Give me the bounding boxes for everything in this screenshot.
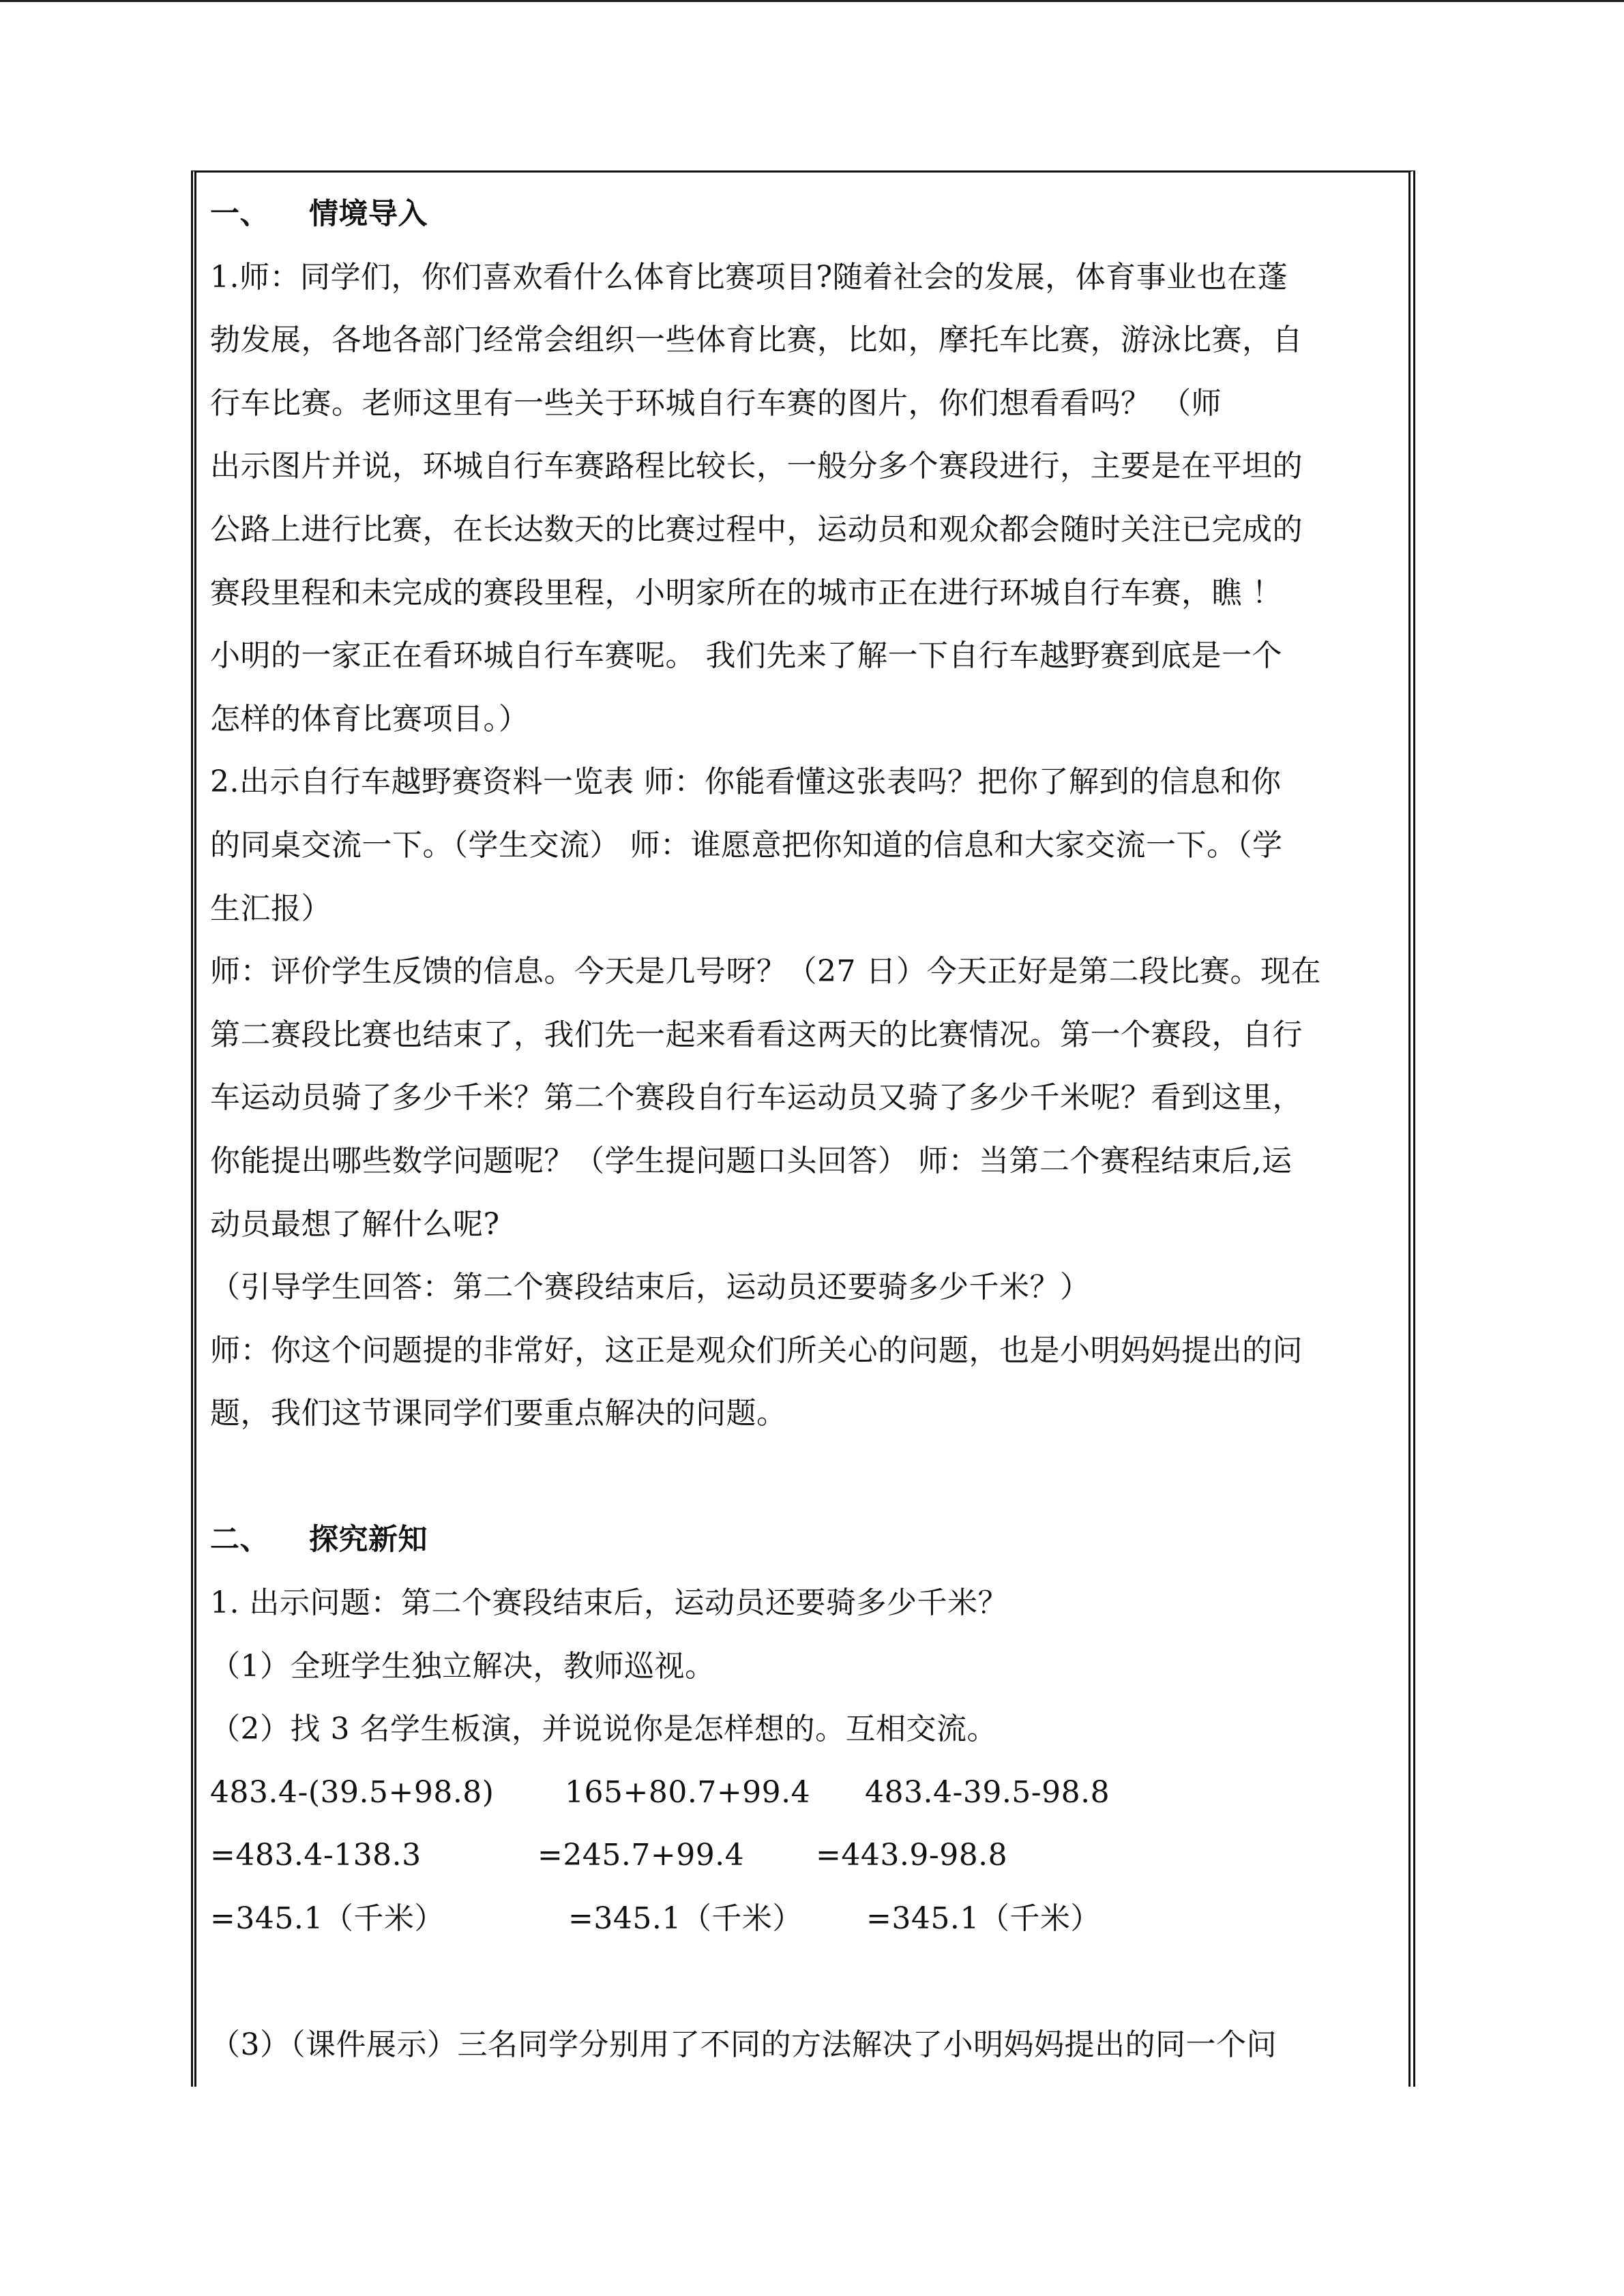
lesson-content xyxy=(210,183,1383,2077)
paragraph-line: 1. 出示问题：第二个赛段结束后，运动员还要骑多少千米？ xyxy=(210,1585,1008,1621)
calculation-row-1 xyxy=(210,1761,1383,1825)
paragraph-line: 车运动员骑了多少千米？第二个赛段自行车运动员又骑了多少千米呢？看到这里， xyxy=(210,1080,1303,1116)
calculation-cell: =245.7+99.4 xyxy=(537,1838,745,1873)
section-heading-2 xyxy=(210,1508,1383,1572)
calculation-cell: =443.9-98.8 xyxy=(816,1838,1008,1873)
paragraph-line: （引导学生回答：第二个赛段结束后，运动员还要骑多少千米？） xyxy=(210,1270,1091,1305)
calculation-cell: =345.1（千米） xyxy=(568,1901,803,1937)
calculation-row-3 xyxy=(210,1888,1383,1951)
paragraph-line: （2）找 3 名学生板演，并说说你是怎样想的。互相交流。 xyxy=(210,1712,997,1747)
calculation-cell: 483.4-(39.5+98.8) xyxy=(210,1774,494,1810)
paragraph-line: 怎样的体育比赛项目。） xyxy=(210,701,529,736)
paragraph-line: 出示图片并说，环城自行车赛路程比较长，一般分多个赛段进行，主要是在平坦的 xyxy=(210,449,1303,484)
calculation-row-2 xyxy=(210,1824,1383,1888)
blank-line xyxy=(210,1951,1383,2014)
paragraph-line: 公路上进行比赛，在长达数天的比赛过程中，运动员和观众都会随时关注已完成的 xyxy=(210,511,1303,547)
section-number: 二、 xyxy=(210,1523,269,1557)
paragraph-line: 生汇报） xyxy=(210,891,331,926)
paragraph-line: （3）（课件展示）三名同学分别用了不同的方法解决了小明妈妈提出的同一个问 xyxy=(210,2027,1277,2063)
section-heading-1 xyxy=(210,183,1383,246)
paragraph-line: 你能提出哪些数学问题呢？（学生提问题口头回答） 师：当第二个赛程结束后,运 xyxy=(210,1143,1293,1178)
calculation-cell: 483.4-39.5-98.8 xyxy=(865,1774,1110,1810)
calculation-cell: =483.4-138.3 xyxy=(210,1838,422,1873)
paragraph-line: 动员最想了解什么呢? xyxy=(210,1206,500,1242)
paragraph-line: 小明的一家正在看环城自行车赛呢。 我们先来了解一下自行车越野赛到底是一个 xyxy=(210,638,1282,674)
paragraph-line: 行车比赛。老师这里有一些关于环城自行车赛的图片，你们想看看吗？ （师 xyxy=(210,385,1222,421)
section-title: 情境导入 xyxy=(309,197,428,231)
paragraph-line: 师：评价学生反馈的信息。今天是几号呀？（27 日）今天正好是第二段比赛。现在 xyxy=(210,954,1321,989)
paragraph-line: 第二赛段比赛也结束了，我们先一起来看看这两天的比赛情况。第一个赛段，自行 xyxy=(210,1017,1303,1052)
paragraph-line: 勃发展，各地各部门经常会组织一些体育比赛，比如，摩托车比赛，游泳比赛，自 xyxy=(210,323,1303,358)
paragraph-line: 的同桌交流一下。（学生交流） 师：谁愿意把你知道的信息和大家交流一下。（学 xyxy=(210,827,1283,863)
section-title: 探究新知 xyxy=(309,1523,428,1557)
paragraph-line: （1）全班学生独立解决，教师巡视。 xyxy=(210,1648,715,1684)
paragraph-line: 师：你这个问题提的非常好，这正是观众们所关心的问题，也是小明妈妈提出的问 xyxy=(210,1332,1303,1368)
calculation-cell: 165+80.7+99.4 xyxy=(565,1774,811,1810)
paragraph-line: 2.出示自行车越野赛资料一览表 师：你能看懂这张表吗？把你了解到的信息和你 xyxy=(210,764,1282,800)
section-number: 一、 xyxy=(210,197,269,231)
paragraph-line: 题，我们这节课同学们要重点解决的问题。 xyxy=(210,1396,787,1431)
page-top-rule xyxy=(0,0,1624,2)
paragraph-line: 1.师：同学们，你们喜欢看什么体育比赛项目?随着社会的发展，体育事业也在蓬 xyxy=(210,259,1288,295)
blank-line xyxy=(210,1446,1383,1509)
paragraph-line: 赛段里程和未完成的赛段里程，小明家所在的城市正在进行环城自行车赛，瞧 ！ xyxy=(210,575,1282,610)
calculation-cell: =345.1（千米） xyxy=(866,1901,1101,1937)
calculation-cell: =345.1（千米） xyxy=(210,1901,445,1937)
